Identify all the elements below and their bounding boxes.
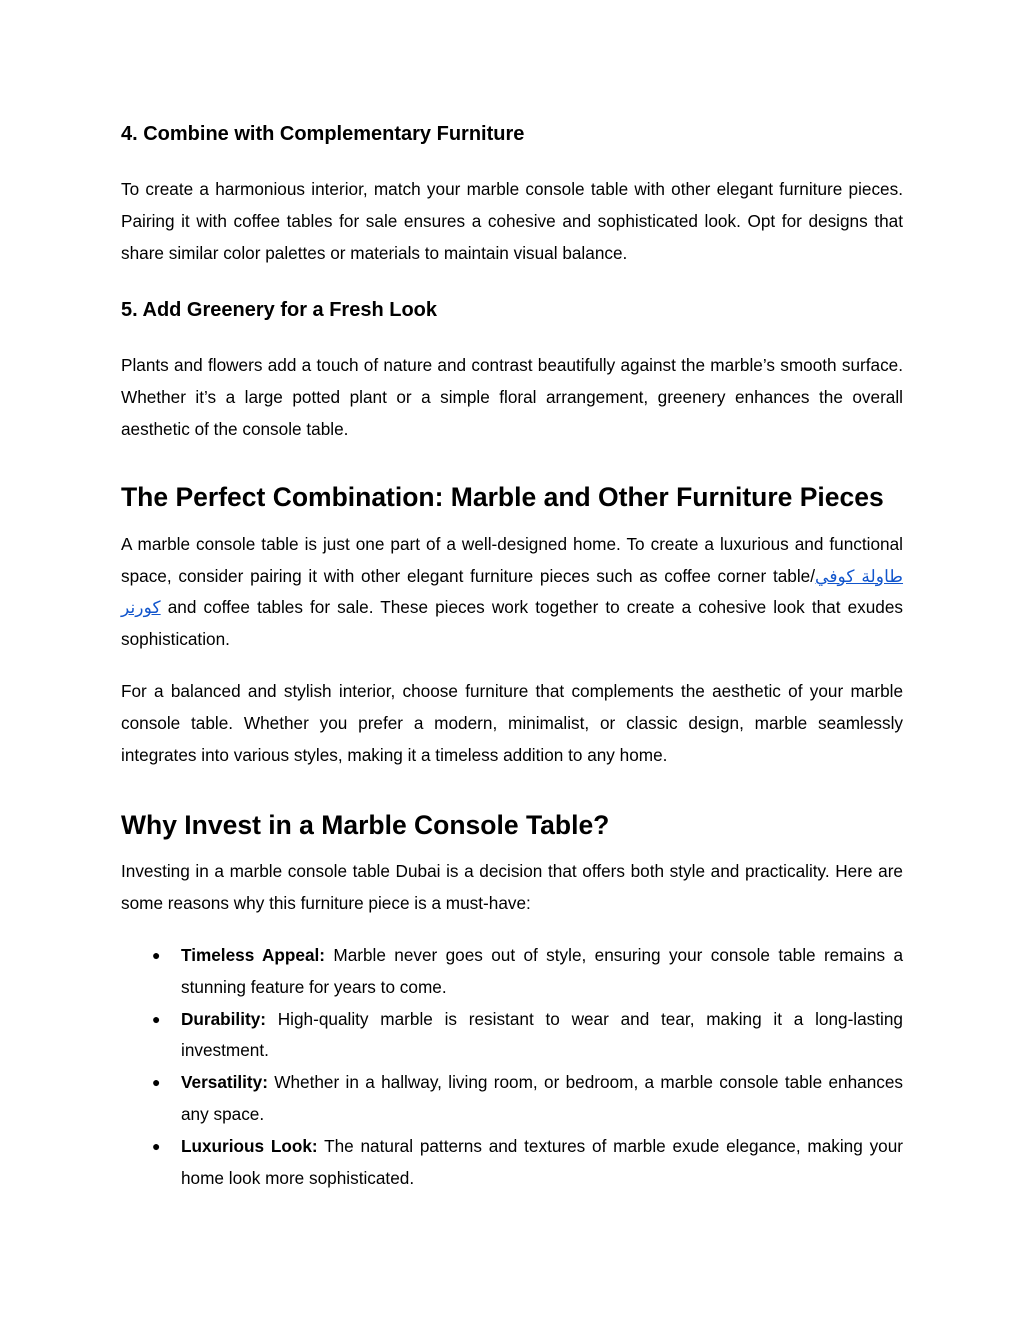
paragraph-combine: To create a harmonious interior, match your marble console table with other elegant furniture pieces. Pairing it with coffee tables for sale ensures a cohesive and sophisticated look. Opt for designs that share similar color palettes or materials to maintain visual balance. (121, 179, 903, 263)
paragraph-perfect-combination-2: For a balanced and stylish interior, choose furniture that complements the aesthetic of your marble console table. Whether you prefer a modern, minimalist, or classic design, marble seamlessly integrates into various styles, making it a timeless addition to any home. (121, 680, 903, 765)
list-item (121, 1067, 903, 1131)
bullet-icon: ● (152, 1074, 161, 1091)
bullet-icon: ● (152, 946, 161, 963)
bullet-icon: ● (152, 1137, 161, 1154)
paragraph-text-after-link: and coffee tables for sale. These pieces work together to create a cohesive look that exudes sophistication. (121, 597, 903, 650)
section-heading-combine: 4. Combine with Complementary Furniture (121, 123, 525, 145)
paragraph-why-invest: Investing in a marble console table Dubai is a decision that offers both style and practicality. Here are some reasons why this furniture piece is a must-have: (121, 861, 903, 914)
document-page (121, 118, 903, 1194)
coffee-corner-table-link[interactable]: طاولة كوفي كورنر (121, 565, 904, 618)
reasons-list (121, 940, 903, 1194)
list-item-title: Versatility: (181, 1072, 268, 1093)
section-heading-perfect-combination: The Perfect Combination: Marble and Other Furniture Pieces (121, 481, 884, 512)
bullet-icon: ● (152, 1010, 161, 1027)
list-item-title: Timeless Appeal: (181, 944, 326, 965)
list-item (121, 940, 903, 1004)
section-heading-greenery: 5. Add Greenery for a Fresh Look (121, 299, 438, 322)
list-item-title: Luxurious Look: (181, 1135, 318, 1156)
list-item-text: The natural patterns and textures of marble exude elegance, making your home look more sophisticated. (181, 1135, 903, 1188)
list-item (121, 1004, 903, 1068)
list-item (121, 1131, 903, 1195)
list-item-title: Durability: (181, 1008, 266, 1029)
list-item-text: Marble never goes out of style, ensuring your console table remains a stunning feature for years to come. (181, 944, 904, 997)
paragraph-text-before-link: A marble console table is just one part of a well-designed home. To create a luxurious and functional space, consider pairing it with other elegant furniture pieces such as coffee corner table/ (121, 533, 903, 586)
section-heading-why-invest: Why Invest in a Marble Console Table? (121, 810, 610, 841)
list-item-text: Whether in a hallway, living room, or bedroom, a marble console table enhances any space. (181, 1072, 903, 1124)
paragraph-greenery: Plants and flowers add a touch of nature and contrast beautifully against the marble’s smooth surface. Whether it’s a large potted plant or a simple floral arrangement, greenery enhances the overall aesthetic of the console table. (121, 355, 903, 439)
list-item-text: High-quality marble is resistant to wear and tear, making it a long-lasting investment. (181, 1008, 903, 1061)
paragraph-perfect-combination-1 (121, 529, 903, 656)
